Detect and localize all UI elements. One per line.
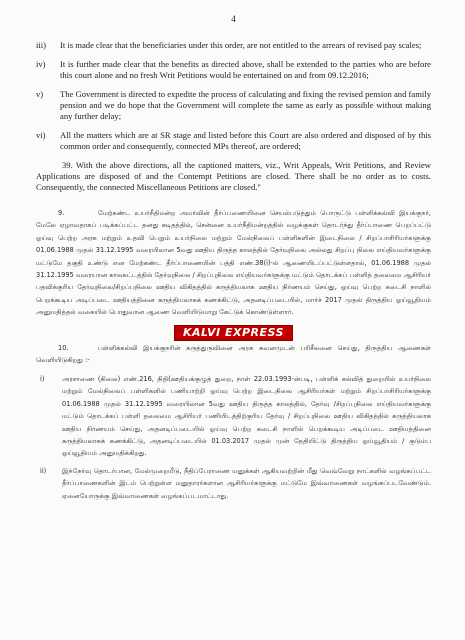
item-text: All the matters which are at SR stage and listed before this Court are also ordered and disposed of by this common order and consequently, connected MPs thereof, are ordered;	[60, 130, 431, 151]
tamil-section	[36, 207, 431, 502]
paragraph-9	[36, 207, 431, 319]
paragraph-9-number: 9.	[58, 209, 65, 217]
watermark-text: KALVI EXPRESS	[174, 325, 293, 341]
watermark-logo	[36, 325, 431, 341]
order-item	[36, 130, 431, 152]
sub-item-text: இந்நேர்வு தொடர்பான, மேல்முறையீடு, நீதிப்பேராணை மனுக்கள் ஆகியவற்றின் மீது வெவ்வேறு நாட்களில் வழங்கப்பட்ட தீர்ப்பாணைகளின் இடம் பெற்றுள்ள மனுதாரர்களான ஆசிரியர்களுக்கு மட்டுமே இவ்வாணைகள் வழங்கப்படவேண்டும். ஏனையோருக்கு இவ்வாணைகள் வழங்கப்படமாட்டாது.	[62, 466, 431, 500]
item-label: vi)	[36, 130, 46, 140]
paragraph-10-number: 10.	[58, 344, 69, 353]
order-item	[36, 59, 431, 81]
item-text: It is made clear that the beneficiaries under this order, are not entitled to the arrears of revised pay scales;	[60, 40, 422, 50]
item-text: It is further made clear that the benefits as directed above, shall be extended to the parties who are before this court alone and no fresh Writ Petitions would be entertained on and from 09.12.2016;	[60, 59, 431, 80]
item-text: The Government is directed to expedite the process of calculating and fixing the revised pension and family pension and we do hope that the Government will complete the same as early as possible without making any further delay;	[60, 89, 431, 121]
sub-item-label: i)	[40, 374, 45, 383]
page-number: 4	[231, 14, 236, 24]
order-item	[36, 89, 431, 122]
english-section	[36, 40, 431, 193]
order-item	[36, 40, 431, 51]
sub-item-ii	[36, 465, 431, 502]
item-label: iii)	[36, 40, 47, 50]
item-label: v)	[36, 89, 44, 99]
item-label: iv)	[36, 59, 46, 69]
sub-item-i	[36, 373, 431, 460]
sub-item-text: அரசாணை (நிலை) எண்.216, நிதி(ஊதியக்குழுத் துறை, நாள் 22.03.1993-ன்படி, பள்ளிக் கல்வித் துறையில் உயர்நிலை மற்றும் மேல்நிலைப் பள்ளிகளில் பணியாற்றி ஓய்வு பெற்ற இடைநிலை ஆசிரியர்கள் மற்றும் சிறப்பாசிரியர்களுக்கு 01.06.1988 முதல் 31.12.1995 வரையிலான 5வது ஊதிய திருத்த காலத்தில், தேர்வு /சிறப்புநிலை எய்தியவர்களுக்கு மட்டும் தொடக்கப் பள்ளி தலைமை ஆசிரியர் பணியிடத்திற்குரிய தேர்வு / சிறப்புநிலை ஊதிய விகிதத்தில் கருத்தியலாக ஊதிய நிர்ணயம் செய்து, அதனடிப்படையில் ஓய்வு பெற்ற கடைசி நாளில் பெறக்கூடிய அடிப்படை ஊதியத்தினை கருத்தியலாகக் கணக்கிட்டு, அதனடிப்படையில் 01.03.2017 முதல் முன் தேதியிட்டு திருத்திய ஓய்வூதியம் / குடும்ப ஓய்வூதியம் அனுமதிக்கிறது.	[62, 374, 431, 458]
paragraph-9-text: மேற்கண்ட உயர்நீதிமன்ற அமர்வின் தீர்ப்பணையினை செயல்படுத்தும் பொருட்டு பள்ளிக்கல்வி இயக்குநர், மேலே ஏழாவதாகப் படிக்கப்பட்ட தனது கடிதத்தில், சென்னை உயர்நீதிமன்றத்தில் வழக்குகள் தொடர்ந்து தீர்ப்பாணை பெறப்பட்டு ஓய்வு பெற்ற அரசு மற்றும் உதவி பெறும் உயர்நிலை மற்றும் மேல்நிலைப் பள்ளிகளின் இடைநிலை / சிறப்பாசிரியர்களுக்கு 01.06.1988 முதல் 31.12.1995 வரையிலான 5வது ஊதிய திருத்த காலத்தில் தேர்வுநிலை அல்லது சிறப்பு நிலை எய்தியவர்களுக்கு மட்டுமே தகுதி உண்டு என மேற்கண்ட தீர்ப்பாணையின் பத்தி எண்.38(i)-ல் ஆணையிடப்பட்டுள்ளதால், 01.06.1988 முதல் 31.12.1995 வரையான காலகட்டத்தில் தேர்வுநிலை / சிறப்புநிலை எய்தியவர்களுக்கு மட்டும் தொடக்கப் பள்ளித் தலைமை ஆசிரியர் பதவிக்குரிய தேர்வுநிலை/சிறப்புநிலை ஊதிய விகிதத்தில் கருத்தியலாக ஊதிய நிர்ணயம் செய்து, ஓய்வு பெற்ற கடைசி நாளில் பெறக்கூடிய அடிப்படை ஊதியத்தினை கருத்தியலாகக் கணக்கிட்டு, அதனடிப்படையில், மார்ச் 2017 முதல் திருத்திய ஓய்வூதியம் அனுமதித்தல் வகையில் பொதுவான ஆணை வெளியிடுமாறு கேட்டுக் கொண்டுள்ளார்.	[36, 209, 431, 317]
paragraph-10	[36, 342, 431, 367]
sub-item-label: ii)	[40, 466, 47, 475]
paragraph-10-text: பள்ளிக்கல்வி இயக்குநரின் கருத்துருவினை அரசு கவனமுடன் பரிசீலனை செய்து, திருத்திய ஆணைகள் வெளியிடுகிறது :-	[36, 344, 431, 365]
paragraph-39: 39. With the above directions, all the captioned matters, viz., Writ Appeals, Writ Petitions, and Review Applications are disposed of and the Contempt Petitions are closed. There shall be no order as to costs. Consequently, the connected Miscellaneous Petitions are closed."	[36, 160, 431, 192]
